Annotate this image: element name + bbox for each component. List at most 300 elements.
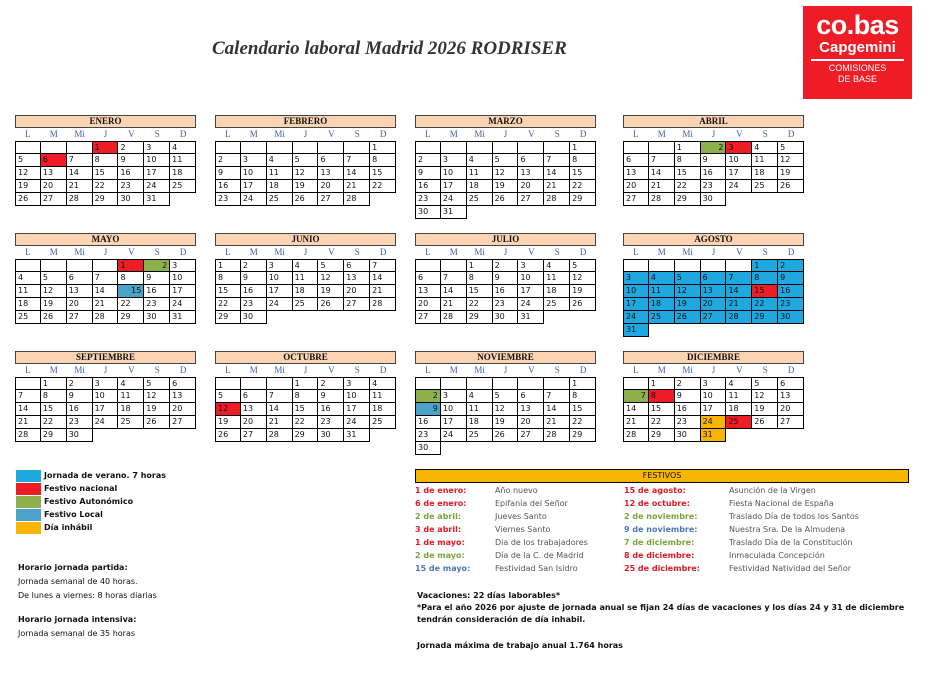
horario-intensiva-line1: Jornada semanal de 35 horas xyxy=(18,629,136,638)
weekday-label: S xyxy=(762,365,768,375)
day-cell: 19 xyxy=(493,416,519,429)
legend-item xyxy=(16,495,166,508)
day-cell: 18 xyxy=(467,180,493,193)
day-cell: 24 xyxy=(170,298,196,311)
legend-label: Festivo Local xyxy=(44,510,103,519)
festivo-date: 2 de noviembre: xyxy=(624,512,698,521)
day-cell: 21 xyxy=(15,416,41,429)
day-cell: 25 xyxy=(370,416,396,429)
day-cell: 21 xyxy=(441,298,467,311)
day-cell: 22 xyxy=(215,298,241,311)
day-cell: 7 xyxy=(544,154,570,167)
day-cell: 30 xyxy=(118,193,144,206)
weekday-label: D xyxy=(787,247,795,257)
empty-day-cell xyxy=(493,377,519,390)
day-cell: 2 xyxy=(675,377,701,390)
day-cell: 6 xyxy=(318,154,344,167)
day-cell: 4 xyxy=(15,272,41,285)
weekday-label: J xyxy=(303,247,308,257)
day-cell: 22 xyxy=(93,180,119,193)
weekday-label: D xyxy=(179,365,187,375)
day-cell: 22 xyxy=(293,416,319,429)
day-cell: 30 xyxy=(701,193,727,206)
day-cell: 24 xyxy=(267,298,293,311)
weekday-label: M xyxy=(49,247,58,257)
day-cell: 4 xyxy=(370,377,396,390)
day-cell: 4 xyxy=(293,259,319,272)
empty-day-cell xyxy=(241,141,267,154)
day-cell: 24 xyxy=(701,416,727,429)
day-cell: 22 xyxy=(675,180,701,193)
day-cell: 8 xyxy=(215,272,241,285)
day-cell: 1 xyxy=(370,141,396,154)
day-cell: 14 xyxy=(267,403,293,416)
day-cell: 4 xyxy=(649,272,675,285)
day-cell: 26 xyxy=(293,193,319,206)
day-cell: 16 xyxy=(493,285,519,298)
day-cell: 17 xyxy=(144,167,170,180)
day-cell: 29 xyxy=(41,429,67,442)
day-cell: 12 xyxy=(570,272,596,285)
days-grid xyxy=(623,377,804,442)
day-cell: 20 xyxy=(778,403,804,416)
empty-day-cell xyxy=(267,141,293,154)
month-name: MARZO xyxy=(415,115,596,128)
day-cell: 18 xyxy=(467,416,493,429)
day-cell: 14 xyxy=(544,167,570,180)
day-cell: 12 xyxy=(144,390,170,403)
day-cell: 27 xyxy=(518,193,544,206)
horario-partida-line2: De lunes a viernes: 8 horas diarias xyxy=(18,591,157,600)
day-cell: 17 xyxy=(623,298,649,311)
festivo-date: 9 de noviembre: xyxy=(624,525,698,534)
day-cell: 15 xyxy=(467,285,493,298)
logo-divider xyxy=(811,59,904,61)
day-cell: 3 xyxy=(241,154,267,167)
day-cell: 3 xyxy=(441,390,467,403)
day-cell: 25 xyxy=(293,298,319,311)
day-cell: 15 xyxy=(752,285,778,298)
day-cell: 6 xyxy=(241,390,267,403)
day-cell: 22 xyxy=(570,416,596,429)
empty-day-cell xyxy=(623,377,649,390)
day-cell: 13 xyxy=(318,167,344,180)
weekday-label: V xyxy=(528,365,535,375)
day-cell: 9 xyxy=(215,167,241,180)
day-cell: 7 xyxy=(726,272,752,285)
day-cell: 6 xyxy=(41,154,67,167)
weekday-label: L xyxy=(425,129,431,139)
weekday-label: J xyxy=(103,129,108,139)
festivo-date: 8 de diciembre: xyxy=(624,551,695,560)
day-cell: 12 xyxy=(675,285,701,298)
legend-label: Jornada de verano. 7 horas xyxy=(44,471,167,480)
weekday-header xyxy=(15,128,196,141)
day-cell: 10 xyxy=(623,285,649,298)
day-cell: 24 xyxy=(441,193,467,206)
day-cell: 9 xyxy=(318,390,344,403)
day-cell: 8 xyxy=(467,272,493,285)
weekday-label: Mi xyxy=(682,129,693,139)
legend-label: Festivo Autonómico xyxy=(44,497,134,506)
day-cell: 26 xyxy=(318,298,344,311)
day-cell: 18 xyxy=(726,403,752,416)
weekday-header xyxy=(415,246,596,259)
day-cell: 25 xyxy=(267,193,293,206)
day-cell: 26 xyxy=(675,311,701,324)
day-cell: 4 xyxy=(267,154,293,167)
day-cell: 1 xyxy=(570,141,596,154)
day-cell: 24 xyxy=(623,311,649,324)
weekday-label: M xyxy=(657,247,666,257)
day-cell: 1 xyxy=(467,259,493,272)
day-cell: 30 xyxy=(778,311,804,324)
day-cell: 5 xyxy=(41,272,67,285)
day-cell: 15 xyxy=(293,403,319,416)
festivo-date: 2 de mayo: xyxy=(415,551,465,560)
day-cell: 29 xyxy=(467,311,493,324)
day-cell: 16 xyxy=(675,403,701,416)
day-cell: 31 xyxy=(170,311,196,324)
empty-day-cell xyxy=(344,141,370,154)
day-cell: 1 xyxy=(293,377,319,390)
day-cell: 12 xyxy=(215,403,241,416)
weekday-label: D xyxy=(379,129,387,139)
day-cell: 20 xyxy=(241,416,267,429)
day-cell: 28 xyxy=(649,193,675,206)
page-title: Calendario laboral Madrid 2026 RODRISER xyxy=(212,38,567,59)
festivo-date: 25 de diciembre: xyxy=(624,564,700,573)
day-cell: 22 xyxy=(370,180,396,193)
day-cell: 24 xyxy=(518,298,544,311)
day-cell: 26 xyxy=(493,193,519,206)
day-cell: 20 xyxy=(518,180,544,193)
day-cell: 27 xyxy=(67,311,93,324)
empty-day-cell xyxy=(675,259,701,272)
day-cell: 13 xyxy=(518,403,544,416)
day-cell: 29 xyxy=(675,193,701,206)
weekday-label: V xyxy=(128,129,135,139)
day-cell: 12 xyxy=(493,167,519,180)
day-cell: 4 xyxy=(467,390,493,403)
day-cell: 4 xyxy=(170,141,196,154)
day-cell: 23 xyxy=(415,193,441,206)
day-cell: 17 xyxy=(267,285,293,298)
weekday-label: J xyxy=(503,129,508,139)
day-cell: 28 xyxy=(623,429,649,442)
day-cell: 5 xyxy=(752,377,778,390)
weekday-label: V xyxy=(128,247,135,257)
day-cell: 15 xyxy=(649,403,675,416)
day-cell: 7 xyxy=(441,272,467,285)
empty-day-cell xyxy=(623,141,649,154)
day-cell: 27 xyxy=(170,416,196,429)
weekday-label: S xyxy=(354,247,360,257)
festivo-description: Traslado Día de la Constitución xyxy=(729,538,853,547)
day-cell: 17 xyxy=(726,167,752,180)
weekday-label: L xyxy=(25,129,31,139)
legend-swatch xyxy=(16,496,41,508)
day-cell: 23 xyxy=(118,180,144,193)
day-cell: 26 xyxy=(15,193,41,206)
day-cell: 10 xyxy=(441,167,467,180)
weekday-label: D xyxy=(179,247,187,257)
day-cell: 28 xyxy=(544,429,570,442)
day-cell: 8 xyxy=(370,154,396,167)
day-cell: 14 xyxy=(370,272,396,285)
day-cell: 6 xyxy=(518,390,544,403)
day-cell: 3 xyxy=(701,377,727,390)
day-cell: 8 xyxy=(41,390,67,403)
day-cell: 12 xyxy=(752,390,778,403)
days-grid xyxy=(415,377,596,455)
day-cell: 27 xyxy=(318,193,344,206)
day-cell: 4 xyxy=(467,154,493,167)
day-cell: 2 xyxy=(415,154,441,167)
day-cell: 5 xyxy=(318,259,344,272)
day-cell: 11 xyxy=(467,403,493,416)
day-cell: 23 xyxy=(778,298,804,311)
weekday-label: L xyxy=(633,247,639,257)
empty-day-cell xyxy=(467,377,493,390)
day-cell: 6 xyxy=(518,154,544,167)
day-cell: 7 xyxy=(623,390,649,403)
empty-day-cell xyxy=(318,141,344,154)
day-cell: 9 xyxy=(778,272,804,285)
weekday-label: M xyxy=(657,129,666,139)
day-cell: 9 xyxy=(144,272,170,285)
festivo-description: Nuestra Sra. De la Almudena xyxy=(729,525,846,534)
day-cell: 5 xyxy=(293,154,319,167)
weekday-label: V xyxy=(128,365,135,375)
day-cell: 17 xyxy=(170,285,196,298)
weekday-label: M xyxy=(449,129,458,139)
legend-swatch xyxy=(16,483,41,495)
day-cell: 15 xyxy=(370,167,396,180)
day-cell: 25 xyxy=(467,193,493,206)
day-cell: 18 xyxy=(15,298,41,311)
horario-partida-title: Horario jornada partida: xyxy=(18,563,128,572)
weekday-label: M xyxy=(249,247,258,257)
day-cell: 19 xyxy=(570,285,596,298)
day-cell: 17 xyxy=(344,403,370,416)
day-cell: 27 xyxy=(415,311,441,324)
empty-day-cell xyxy=(441,377,467,390)
weekday-label: M xyxy=(657,365,666,375)
day-cell: 27 xyxy=(41,193,67,206)
days-grid xyxy=(215,377,396,442)
day-cell: 17 xyxy=(241,180,267,193)
day-cell: 28 xyxy=(344,193,370,206)
weekday-label: S xyxy=(554,365,560,375)
empty-day-cell xyxy=(726,259,752,272)
day-cell: 12 xyxy=(778,154,804,167)
day-cell: 3 xyxy=(267,259,293,272)
weekday-label: V xyxy=(736,365,743,375)
weekday-label: Mi xyxy=(274,247,285,257)
days-grid xyxy=(215,259,396,324)
day-cell: 14 xyxy=(67,167,93,180)
day-cell: 3 xyxy=(441,154,467,167)
day-cell: 26 xyxy=(493,429,519,442)
day-cell: 4 xyxy=(752,141,778,154)
day-cell: 23 xyxy=(415,429,441,442)
weekday-label: S xyxy=(154,129,160,139)
day-cell: 16 xyxy=(241,285,267,298)
festivo-date: 3 de abril: xyxy=(415,525,462,534)
day-cell: 31 xyxy=(518,311,544,324)
day-cell: 10 xyxy=(518,272,544,285)
day-cell: 2 xyxy=(778,259,804,272)
day-cell: 3 xyxy=(344,377,370,390)
day-cell: 15 xyxy=(570,167,596,180)
day-cell: 11 xyxy=(15,285,41,298)
day-cell: 19 xyxy=(675,298,701,311)
legend-label: Festivo nacional xyxy=(44,484,118,493)
month-name: AGOSTO xyxy=(623,233,804,246)
day-cell: 16 xyxy=(118,167,144,180)
legend-label: Día inhábil xyxy=(44,523,93,532)
day-cell: 25 xyxy=(649,311,675,324)
day-cell: 29 xyxy=(118,311,144,324)
empty-day-cell xyxy=(41,141,67,154)
weekday-label: Mi xyxy=(682,247,693,257)
day-cell: 14 xyxy=(726,285,752,298)
weekday-label: V xyxy=(528,247,535,257)
weekday-label: J xyxy=(711,365,716,375)
weekday-label: Mi xyxy=(682,365,693,375)
day-cell: 22 xyxy=(41,416,67,429)
weekday-label: J xyxy=(711,129,716,139)
day-cell: 10 xyxy=(726,154,752,167)
day-cell: 26 xyxy=(778,180,804,193)
festivo-description: Inmaculada Concepción xyxy=(729,551,825,560)
day-cell: 6 xyxy=(415,272,441,285)
empty-day-cell xyxy=(93,259,119,272)
day-cell: 27 xyxy=(778,416,804,429)
day-cell: 22 xyxy=(118,298,144,311)
day-cell: 19 xyxy=(15,180,41,193)
weekday-label: D xyxy=(579,247,587,257)
weekday-label: Mi xyxy=(474,365,485,375)
day-cell: 19 xyxy=(41,298,67,311)
empty-day-cell xyxy=(649,259,675,272)
day-cell: 18 xyxy=(752,167,778,180)
weekday-label: J xyxy=(303,129,308,139)
weekday-header xyxy=(623,128,804,141)
empty-day-cell xyxy=(544,377,570,390)
day-cell: 5 xyxy=(778,141,804,154)
day-cell: 29 xyxy=(570,429,596,442)
day-cell: 31 xyxy=(441,206,467,219)
day-cell: 7 xyxy=(544,390,570,403)
month-name: ABRIL xyxy=(623,115,804,128)
day-cell: 11 xyxy=(293,272,319,285)
day-cell: 1 xyxy=(93,141,119,154)
weekday-label: Mi xyxy=(74,365,85,375)
day-cell: 1 xyxy=(215,259,241,272)
empty-day-cell xyxy=(544,141,570,154)
weekday-label: S xyxy=(354,129,360,139)
day-cell: 2 xyxy=(493,259,519,272)
day-cell: 1 xyxy=(41,377,67,390)
day-cell: 14 xyxy=(93,285,119,298)
day-cell: 27 xyxy=(701,311,727,324)
empty-day-cell xyxy=(415,377,441,390)
legend-swatch xyxy=(16,470,41,482)
weekday-label: S xyxy=(762,129,768,139)
day-cell: 10 xyxy=(144,154,170,167)
day-cell: 18 xyxy=(370,403,396,416)
weekday-label: V xyxy=(736,247,743,257)
day-cell: 5 xyxy=(15,154,41,167)
day-cell: 9 xyxy=(67,390,93,403)
day-cell: 18 xyxy=(267,180,293,193)
day-cell: 26 xyxy=(41,311,67,324)
day-cell: 1 xyxy=(675,141,701,154)
month-name: SEPTIEMBRE xyxy=(15,351,196,364)
day-cell: 20 xyxy=(318,180,344,193)
day-cell: 1 xyxy=(752,259,778,272)
day-cell: 2 xyxy=(318,377,344,390)
day-cell: 8 xyxy=(649,390,675,403)
day-cell: 15 xyxy=(93,167,119,180)
empty-day-cell xyxy=(15,259,41,272)
logo-text-line3: COMISIONES xyxy=(828,63,887,73)
day-cell: 28 xyxy=(15,429,41,442)
day-cell: 15 xyxy=(675,167,701,180)
empty-day-cell xyxy=(215,141,241,154)
weekday-label: Mi xyxy=(74,247,85,257)
empty-day-cell xyxy=(15,377,41,390)
day-cell: 6 xyxy=(344,259,370,272)
weekday-header xyxy=(623,364,804,377)
legend-item xyxy=(16,508,166,521)
day-cell: 27 xyxy=(518,429,544,442)
day-cell: 13 xyxy=(170,390,196,403)
day-cell: 23 xyxy=(215,193,241,206)
weekday-label: S xyxy=(762,247,768,257)
day-cell: 18 xyxy=(170,167,196,180)
festivo-description: Epifanía del Señor xyxy=(495,499,568,508)
day-cell: 30 xyxy=(67,429,93,442)
weekday-label: Mi xyxy=(274,129,285,139)
day-cell: 13 xyxy=(67,285,93,298)
day-cell: 30 xyxy=(415,442,441,455)
day-cell: 2 xyxy=(241,259,267,272)
day-cell: 13 xyxy=(778,390,804,403)
weekday-label: S xyxy=(554,129,560,139)
day-cell: 3 xyxy=(93,377,119,390)
empty-day-cell xyxy=(649,141,675,154)
day-cell: 30 xyxy=(675,429,701,442)
day-cell: 25 xyxy=(118,416,144,429)
day-cell: 11 xyxy=(726,390,752,403)
day-cell: 24 xyxy=(726,180,752,193)
day-cell: 14 xyxy=(441,285,467,298)
day-cell: 26 xyxy=(570,298,596,311)
day-cell: 28 xyxy=(370,298,396,311)
asterisco-note-1: *Para el año 2026 por ajuste de jornada anual se fijan 24 días de vacaciones y los días 24 y 31 de diciembre xyxy=(417,603,905,612)
day-cell: 22 xyxy=(649,416,675,429)
day-cell: 17 xyxy=(701,403,727,416)
day-cell: 19 xyxy=(493,180,519,193)
day-cell: 27 xyxy=(623,193,649,206)
day-cell: 4 xyxy=(544,259,570,272)
day-cell: 30 xyxy=(415,206,441,219)
festivo-date: 1 de mayo: xyxy=(415,538,465,547)
festivo-date: 2 de abril: xyxy=(415,512,462,521)
